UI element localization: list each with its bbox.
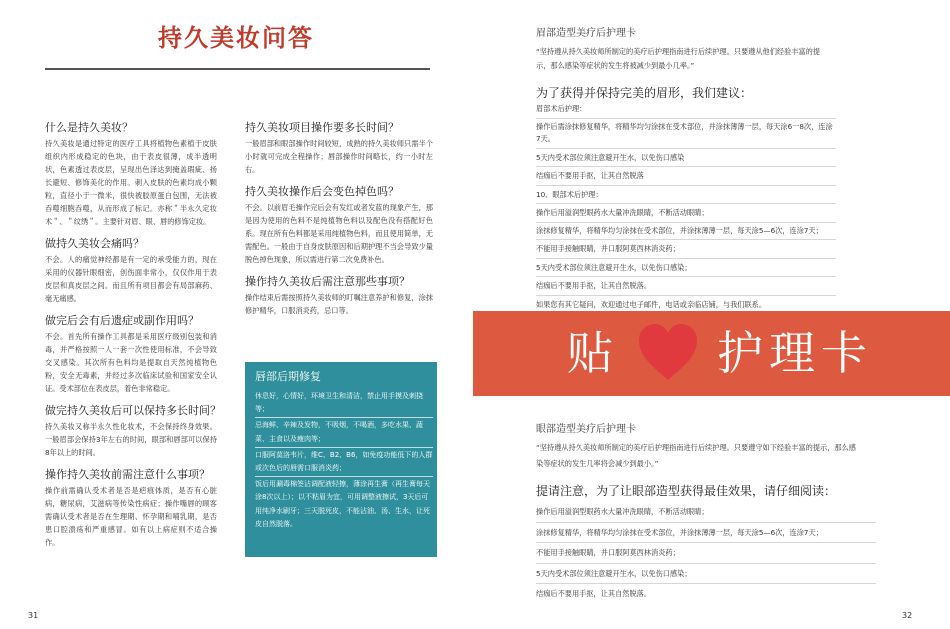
- faq-answer: 不会。人的痛觉神经都是有一定的承受能力的，现在采用的仪器针眼细密，创伤面非常小，仅仅作用于表皮层和真皮层之间。而且所有项目都会有局部麻药、毫无痛感。: [45, 255, 217, 303]
- faq-question: 做完持久美妆后可以保持多长时间？: [45, 404, 221, 417]
- faq-question: 什么是持久美妆？: [45, 121, 133, 134]
- faq-answer: 持久美妆是通过特定的医疗工具将植物色素植于皮肤组织内形成稳定的色块，由于表皮很薄，成半透明状，色素透过表皮层，呈现出色泽达到掩盖瑕疵、扬长避短、修饰美化的作用。刺入皮肤的色素均成小颗粒，直径小于一微米，很快被胶原蛋白包围，无法被吞噬细胞吞噬，从而形成了标记。亦称＂半永久定妆术＂、＂纹绣＂。主要针对眉、眼、唇的修饰定妆。: [45, 139, 217, 226]
- page-number-left: 31: [28, 611, 39, 620]
- faq-answer: 持久美妆又称半永久性化妆术，不会保持终身效果。一般眉部会保持3年左右的时间，眼部和唇部可以保持8年以上的时间。: [45, 422, 217, 457]
- care-item: 5天内受术部位须注意避开生水，以免伤口感染: [536, 149, 836, 168]
- banner-text-right: 护理卡: [717, 326, 873, 380]
- faq-answer: 不会。首先所有操作工具都是采用医疗级别包装和消毒，并严格按照一人一套一次性使用标准，不会导致交叉感染。其次所有色料均是提取自天然纯植物色粉，安全无毒素，并经过多次临床试验和国家安全认证。受术部位在表皮层，着色非常稳定。: [45, 332, 217, 393]
- faq-question: 持久美妆项目操作要多长时间？: [245, 121, 399, 134]
- brow-care-list: [536, 100, 836, 313]
- eye-card-heading: 眼部造型美疗后护理卡: [536, 424, 636, 435]
- care-item: 10、眼部术后护理：: [536, 186, 836, 205]
- eye-card-quote: “坚持遵从持久美妆师所制定的美疗后护理指南进行后续护理。只要遵守如下经验丰富的提示，那么感染等症状的发生几率将会减少到最小。”: [536, 443, 856, 468]
- faq-column-2: [245, 120, 433, 317]
- faq-answer: 操作前需确认受术者是否是疤痕体质，是否有心脏病，糖尿病，艾滋病等传染性病症；操作嘴唇的顾客需确认受术者是否在生理期、怀孕期和哺乳期，是否患口腔溃疡和严重感冒。如有以上病症则不适合操作。: [45, 486, 217, 547]
- lip-aftercare-item: 休息好，心情好，环境卫生和清洁，禁止用手摸及刺挠等；: [255, 390, 433, 418]
- banner-text-left: 贴: [567, 326, 613, 380]
- care-item: 操作后用溢润型眼药水大量冲洗眼睛，不断活动眼睛；: [536, 204, 836, 223]
- heart-icon: [637, 322, 699, 386]
- faq-question: 持久美妆操作后会变色掉色吗？: [245, 185, 399, 198]
- lip-aftercare-item: 口服阿莫洛韦片，维C、B2、B6，如免疫功能低下的人群或次色后的唇需口服消炎药；: [255, 449, 433, 477]
- care-item: 结痂后不要用手抠，让其自然脱落。: [536, 589, 652, 598]
- faq-question: 操作持久美妆前需注意什么事项？: [45, 468, 210, 481]
- care-card-banner: [473, 311, 950, 396]
- lip-aftercare-item: 忌海鲜、辛辣及发物，不吸烟，不喝酒，多吃水果、蔬菜、主食以及瘦肉等；: [255, 419, 433, 447]
- care-item: 涂抹修复精华，将精华均匀涂抹在受术部位，并涂抹薄薄一层，每天涂5—6次，连涂7天；: [536, 523, 876, 544]
- faq-question: 做完后会有后遗症或副作用吗？: [45, 314, 199, 327]
- lip-aftercare-box: [245, 362, 437, 557]
- care-item: 结痂后不要用手抠，让其自然脱落。: [536, 277, 836, 296]
- care-item: 操作后需涂抹修复精华，将精华均匀涂抹在受术部位，并涂抹薄薄一层，每天涂6一8次，连涂7天。: [536, 119, 836, 149]
- faq-column-1: [45, 120, 221, 549]
- faq-answer: 一般眉部和眼部操作时间较短，成熟的持久美妆师只需半个小时就可完成全程操作；唇部操作时间略长，约一小时左右。: [245, 139, 433, 174]
- care-item: 5天内受术部位须注意避开生水，以免伤口感染；: [536, 564, 876, 585]
- lip-aftercare-title: 唇部后期修复: [255, 370, 321, 383]
- eye-care-list: [536, 502, 876, 604]
- care-item: 操作后用溢润型眼药水大量冲洗眼睛，不断活动眼睛；: [536, 502, 876, 523]
- care-item: 眉部术后护理：: [536, 100, 836, 119]
- care-item: 5天内受术部位须注意避开生水，以免伤口感染；: [536, 259, 836, 278]
- care-item: 如果您有其它疑问，欢迎通过电子邮件，电话或亲临店铺，与我们联系。: [536, 299, 767, 309]
- care-item: 涂抹修复精华，将精华均匀涂抹在受术部位，并涂抹薄薄一层，每天涂5—6次，连涂7天；: [536, 223, 836, 241]
- lip-aftercare-list: [255, 390, 433, 533]
- care-item: 结痂后不要用手抠，让其自然脱落: [536, 167, 836, 186]
- eye-card-subheading: 提请注意，为了让眼部造型获得最佳效果，请仔细阅读：: [536, 484, 837, 498]
- care-item: 不能用手接触眼睛，并口服阿莫西林消炎药；: [536, 543, 876, 564]
- faq-answer: 不会。以前眉毛操作完后会有发红或者发蓝的现象产生，那是因为使用的色料不是纯植物色料以及配色没有搭配好色系。现在所有色料都是采用纯植物色料，而且使用简单，无需配色。一般由于自身皮肤原因和后期护理不当会导致少量脱色掉色现象，所以需进行第二次免费补色。: [245, 203, 433, 264]
- lip-aftercare-item: 饭后用涮毒棉签沾调配液轻擦，薄涂再生膏（再生膏每天涂8次以上）；以不粘眉为宜，可用调整液擦试，3天后可用纯净水刷牙；三天脱死皮，不能沾油、汤、生水，让死皮自然脱落。: [255, 480, 430, 528]
- brow-card-heading: 眉部造型美疗后护理卡: [536, 28, 636, 39]
- brow-card-quote: “坚持遵从持久美妆师所制定的美疗后护理指南进行后续护理。只要遵从他们经验丰富的提示，那么感染等症状的发生将被减少到最小几率。”: [536, 47, 821, 70]
- title-divider: [45, 68, 430, 70]
- brow-card-subheading: 为了获得并保持完美的眉形，我们建议：: [536, 86, 753, 100]
- faq-question: 操作持久美妆后需注意那些事项？: [245, 275, 410, 288]
- care-item: 不能用手接触眼睛，并口服阿莫西林消炎药；: [536, 240, 836, 259]
- page-title: 持久美妆问答: [158, 24, 314, 52]
- faq-question: 做持久美妆会痛吗？: [45, 237, 144, 250]
- page-number-right: 32: [902, 611, 913, 620]
- faq-answer: 操作结束后需按照持久美妆师的叮嘱注意养护和修复，涂抹修护精华，口服消炎药，忌口等。: [245, 293, 433, 315]
